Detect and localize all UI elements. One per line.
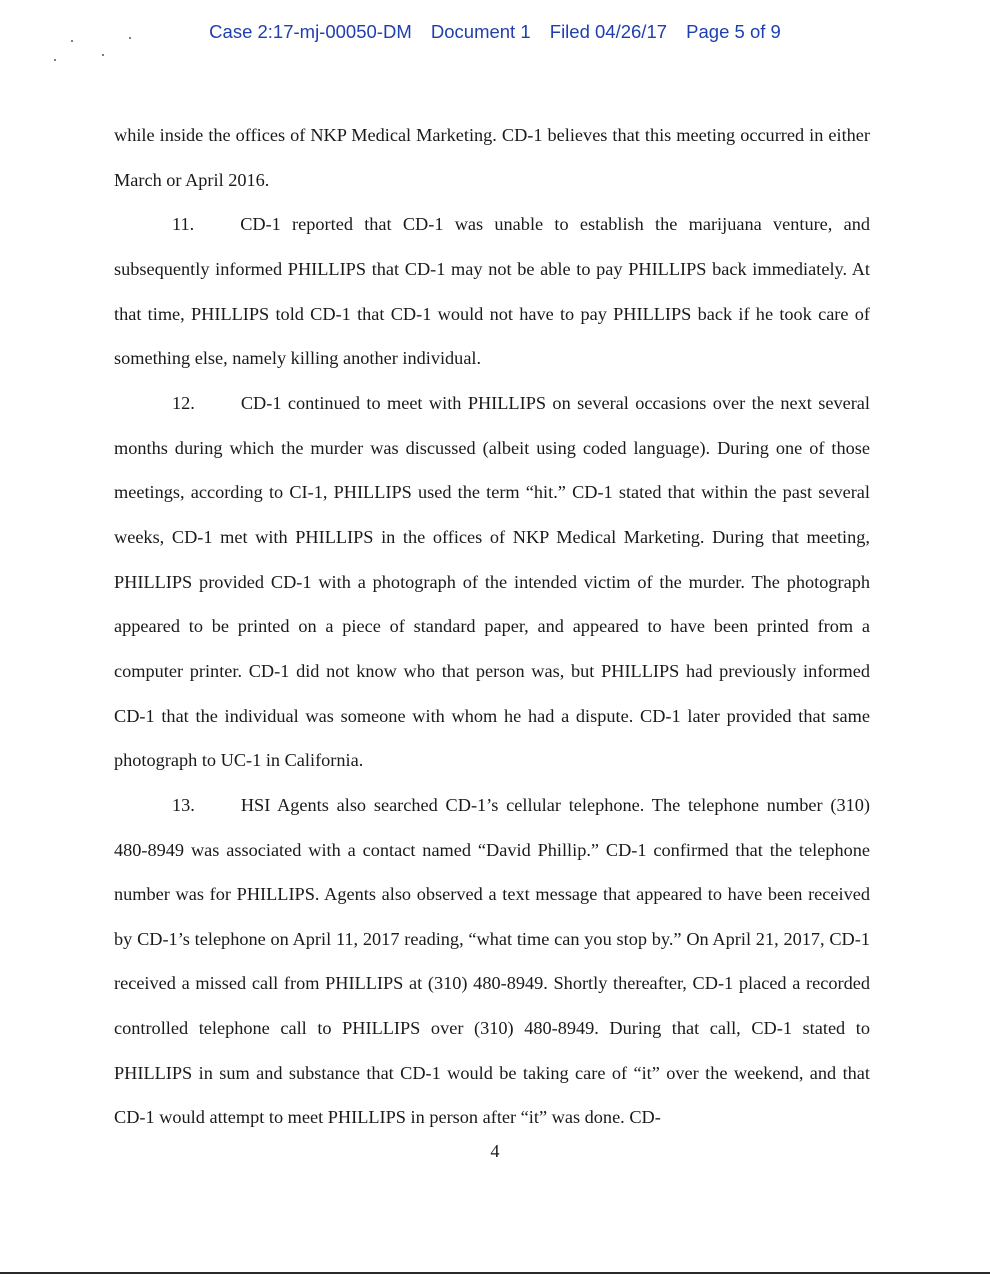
filed-date: Filed 04/26/17 xyxy=(549,21,668,42)
page-count: Page 5 of 9 xyxy=(686,21,781,42)
paragraph-number: 11. xyxy=(172,214,195,235)
paragraph-text: HSI Agents also searched CD-1’s cellular telephone. The telephone number (310) 480-8949 was associated with a contact named “David Phillip.” CD-1 confirmed that the telephone number was for PHILLIPS. Agents also observed a text message that appeared to have been received by CD-1’s telephone on April 11, 2017 reading, “what time can you stop by.” On April 21, 2017, CD-1 received a missed call from PHILLIPS at (310) 480-8949. Shortly thereafter, CD-1 placed a recorded controlled telephone call to PHILLIPS over (310) 480-8949. During that call, CD-1 stated to PHILLIPS in sum and substance that CD-1 would be taking care of “it” over the weekend, and that CD-1 would attempt to meet PHILLIPS in person after “it” was done. CD- xyxy=(114,794,870,1128)
paragraph-12 xyxy=(114,381,870,783)
document-number: Document 1 xyxy=(430,21,531,42)
paragraph-11 xyxy=(114,202,870,381)
case-number: Case 2:17-mj-00050-DM xyxy=(209,21,412,42)
paragraph-text: CD-1 reported that CD-1 was unable to establish the marijuana venture, and subsequently informed PHILLIPS that CD-1 may not be able to pay PHILLIPS back immediately. At that time, PHILLIPS told CD-1 that CD-1 would not have to pay PHILLIPS back if he took care of something else, namely killing another individual. xyxy=(114,214,870,369)
paragraph-number: 12. xyxy=(172,392,195,413)
document-body xyxy=(114,113,870,1140)
scan-speck xyxy=(71,40,73,42)
paragraph-13 xyxy=(114,783,870,1140)
scan-speck xyxy=(54,59,56,61)
page-number: 4 xyxy=(490,1141,500,1161)
scan-edge-line xyxy=(0,1272,990,1274)
court-filing-header xyxy=(0,21,990,43)
continuation-paragraph: while inside the offices of NKP Medical Marketing. CD-1 believes that this meeting occurred in either March or April 2016. xyxy=(114,125,870,190)
scan-speck xyxy=(102,54,104,56)
paragraph-number: 13. xyxy=(172,794,195,815)
paragraph-text: CD-1 continued to meet with PHILLIPS on several occasions over the next several months during which the murder was discussed (albeit using coded language). During one of those meetings, according to CI-1, PHILLIPS used the term “hit.” CD-1 stated that within the past several weeks, CD-1 met with PHILLIPS in the offices of NKP Medical Marketing. During that meeting, PHILLIPS provided CD-1 with a photograph of the intended victim of the murder. The photograph appeared to be printed on a piece of standard paper, and appeared to have been printed from a computer printer. CD-1 did not know who that person was, but PHILLIPS had previously informed CD-1 that the individual was someone with whom he had a dispute. CD-1 later provided that same photograph to UC-1 in California. xyxy=(114,392,870,771)
scan-speck xyxy=(129,37,131,39)
